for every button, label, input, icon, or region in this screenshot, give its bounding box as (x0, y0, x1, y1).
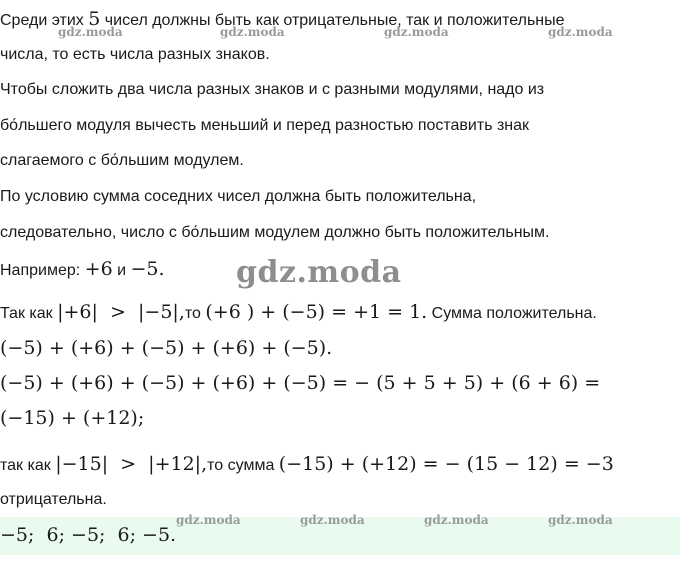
text-line-14: отрицательна. (0, 491, 107, 508)
answer-text: −5; 6; −5; 6; −5. (0, 524, 177, 546)
text-line-2: числа, то есть числа разных знаков. (0, 46, 270, 63)
text-line-8: Например: +6 и −5. (0, 258, 165, 280)
watermark: gdz.moda (58, 25, 123, 39)
watermark: gdz.moda (176, 513, 241, 527)
watermark: gdz.moda (300, 513, 365, 527)
math-line-10: (−5) + (+6) + (−5) + (+6) + (−5). (0, 337, 333, 359)
text-line-3: Чтобы сложить два числа разных знаков и с разными модулями, надо из (0, 81, 545, 98)
watermark: gdz.moda (548, 25, 613, 39)
text-line-4: бо́льшего модуля вычесть меньший и перед разностью поставить знак (0, 117, 530, 134)
answer-box (0, 513, 680, 555)
watermark: gdz.moda (424, 513, 489, 527)
math-line-12: (−15) + (+12); (0, 407, 145, 429)
watermark: gdz.moda (548, 513, 613, 527)
watermark: gdz.moda (384, 25, 449, 39)
text-line-13: так как |−15| > |+12|,то сумма (−15) + (+12) = − (15 − 12) = −3 (0, 453, 614, 475)
text-line-7: следовательно, число с бо́льшим модулем должно быть положительным. (0, 224, 550, 241)
watermark: gdz.moda (220, 25, 285, 39)
text-line-1: Среди этих 5 чисел должны быть как отрицательные, так и положительные (0, 8, 565, 30)
text-line-6: По условию сумма соседних чисел должна быть положительна, (0, 188, 477, 205)
text-line-5: слагаемого с бо́льшим модулем. (0, 152, 244, 169)
math-line-11: (−5) + (+6) + (−5) + (+6) + (−5) = − (5 + 5 + 5) + (6 + 6) = (0, 372, 601, 394)
watermark-large: gdz.moda (236, 255, 402, 290)
text-line-9: Так как |+6| > |−5|,то (+6 ) + (−5) = +1 = 1. Сумма положительна. (0, 301, 597, 323)
